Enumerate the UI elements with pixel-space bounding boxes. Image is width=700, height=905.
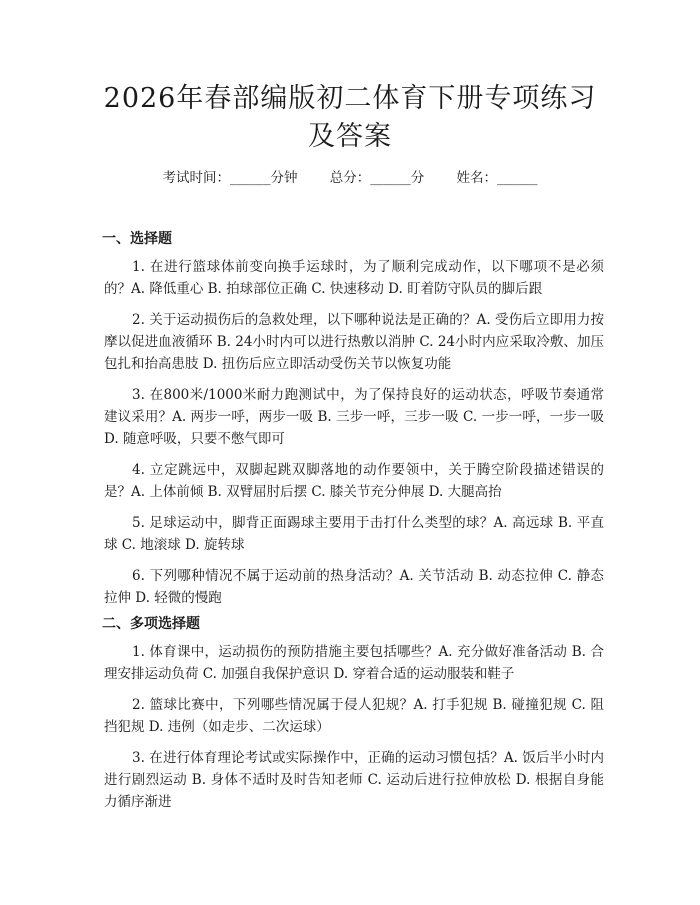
question-item: 1. 在进行篮球体前变向换手运球时，为了顺利完成动作，以下哪项不是必须的？A. 降低重心 B. 拍球部位正确 C. 快速移动 D. 盯着防守队员的脚后跟: [104, 259, 604, 297]
question-item: 1. 体育课中，运动损伤的预防措施主要包括哪些？A. 充分做好准备活动 B. 合理安排运动负荷 C. 加强自我保护意识 D. 穿着合适的运动服装和鞋子: [104, 644, 604, 682]
section-heading: 一、选择题: [102, 231, 172, 247]
student-name-field: 姓名：______: [456, 170, 538, 186]
section-heading: 二、多项选择题: [102, 616, 200, 632]
exam-time-field: 考试时间：______分钟: [162, 170, 298, 186]
question-item: 2. 关于运动损伤后的急救处理，以下哪种说法是正确的？A. 受伤后立即用力按摩以促进血液循环 B. 24小时内可以进行热敷以消肿 C. 24小时内应采取冷敷、加压包扎和抬高患肢 D. 扭伤后应立即活动受伤关节以恢复功能: [104, 312, 604, 372]
question-item: 4. 立定跳远中，双脚起跳双脚落地的动作要领中，关于腾空阶段描述错误的是？A. 上体前倾 B. 双臂屈肘后摆 C. 膝关节充分伸展 D. 大腿高抬: [104, 462, 604, 500]
total-score-field: 总分：______分: [329, 170, 425, 186]
question-item: 3. 在800米/1000米耐力跑测试中，为了保持良好的运动状态，呼吸节奏通常建议采用？A. 两步一呼，两步一吸 B. 三步一呼，三步一吸 C. 一步一呼，一步一吸 D. 随意呼吸，只要不憋气即可: [104, 387, 604, 447]
document-title: 2026年春部编版初二体育下册专项练习及答案: [103, 83, 597, 152]
exam-info-line: [0, 168, 700, 188]
question-item: 3. 在进行体育理论考试或实际操作中，正确的运动习惯包括？A. 饭后半小时内进行剧烈运动 B. 身体不适时及时告知老师 C. 运动后进行拉伸放松 D. 根据自身能力循序渐进: [104, 750, 604, 810]
question-item: 6. 下列哪种情况不属于运动前的热身活动？A. 关节活动 B. 动态拉伸 C. 静态拉伸 D. 轻微的慢跑: [104, 568, 604, 606]
section-multiple-choice: [104, 613, 604, 813]
question-item: 5. 足球运动中，脚背正面踢球主要用于击打什么类型的球？A. 高远球 B. 平直球 C. 地滚球 D. 旋转球: [104, 515, 604, 553]
section-single-choice: [104, 228, 604, 609]
question-item: 2. 篮球比赛中，下列哪些情况属于侵人犯规？A. 打手犯规 B. 碰撞犯规 C. 阻挡犯规 D. 违例（如走步、二次运球）: [104, 697, 604, 735]
